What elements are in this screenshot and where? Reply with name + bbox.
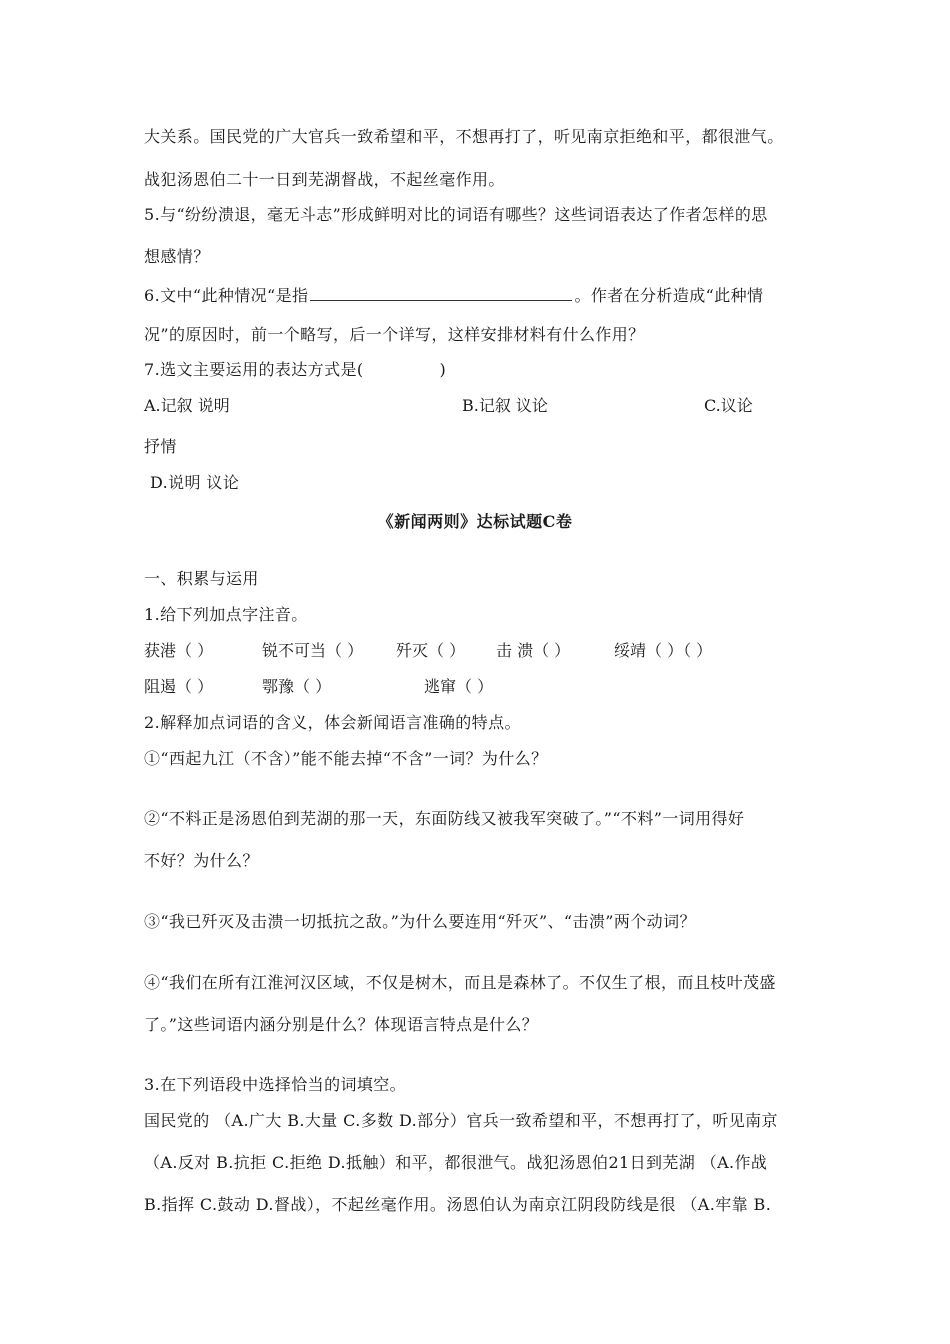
question-3-para-line2: （A.反对 B.抗拒 C.拒绝 D.抵触）和平，都很泄气。战犯汤恩伯21日到芜湖 （A.作战: [144, 1153, 768, 1172]
pinyin-item: 击 溃（ ）: [496, 641, 571, 660]
question-6-line1: [144, 284, 763, 306]
option-b: B.记叙 议论: [462, 396, 548, 415]
option-d: D.说明 议论: [150, 473, 240, 492]
question-2-2-line1: ②“不料正是汤恩伯到芜湖的那一天，东面防线又被我军突破了。”“不料”一词用得好: [144, 809, 745, 828]
paragraph-line: 战犯汤恩伯二十一日到芜湖督战，不起丝毫作用。: [144, 170, 505, 189]
question-5-line1: 5.与“纷纷溃退，毫无斗志”形成鲜明对比的词语有哪些？这些词语表达了作者怎样的思: [144, 205, 768, 224]
question-2-1: ①“西起九江（不含）”能不能去掉“不含”一词？为什么？: [144, 749, 548, 768]
question-3: 3.在下列语段中选择恰当的词填空。: [144, 1075, 407, 1094]
option-c-continued: 抒情: [144, 437, 177, 456]
pinyin-item: 获港（ ）: [144, 641, 214, 660]
question-2-4-line2: 了。”这些词语内涵分别是什么？体现语言特点是什么？: [144, 1015, 539, 1034]
question-1: 1.给下列加点字注音。: [144, 605, 308, 624]
option-c: C.议论: [704, 396, 753, 415]
question-7-suffix: ): [439, 360, 447, 379]
question-3-para-line3: B.指挥 C.鼓动 D.督战），不起丝毫作用。汤恩伯认为南京江阴段防线是很 （A.牢靠 B.: [144, 1195, 772, 1214]
question-5-line2: 想感情？: [144, 247, 210, 266]
pinyin-item: 歼灭（ ）: [396, 641, 466, 660]
section-heading: 一、积累与运用: [144, 569, 259, 588]
pinyin-item: 绥靖（ ）（ ）: [614, 641, 713, 660]
question-7: [144, 360, 446, 380]
question-6-line2: 况”的原因时，前一个略写，后一个详写，这样安排材料有什么作用？: [144, 325, 645, 344]
answer-blank[interactable]: [310, 284, 572, 301]
pinyin-item: 阻遏（ ）: [144, 677, 214, 696]
question-2-4-line1: ④“我们在所有江淮河汉区域，不仅是树木，而且是森林了。不仅生了根，而且枝叶茂盛: [144, 973, 776, 992]
question-3-para-line1: 国民党的 （A.广大 B.大量 C.多数 D.部分）官兵一致希望和平，不想再打了，听见南京: [144, 1111, 778, 1130]
pinyin-item: 逃窜（ ）: [424, 677, 494, 696]
question-2-3: ③“我已歼灭及击溃一切抵抗之敌。”为什么要连用“歼灭”、“击溃”两个动词？: [144, 912, 696, 931]
paragraph-line: 大关系。国民党的广大官兵一致希望和平，不想再打了，听见南京拒绝和平，都很泄气。: [144, 127, 784, 146]
question-6-suffix: 。作者在分析造成“此种情: [574, 286, 764, 305]
question-7-prefix: 7.选文主要运用的表达方式是(: [144, 360, 364, 379]
option-a: A.记叙 说明: [144, 396, 230, 415]
question-2-2-line2: 不好？为什么？: [144, 851, 259, 870]
pinyin-item: 鄂豫（ ）: [262, 677, 332, 696]
question-2: 2.解释加点词语的含义，体会新闻语言准确的特点。: [144, 713, 521, 732]
question-6-prefix: 6.文中“此种情况“是指: [144, 286, 309, 305]
pinyin-item: 锐不可当（ ）: [262, 641, 364, 660]
section-title: 《新闻两则》达标试题C卷: [377, 512, 573, 531]
